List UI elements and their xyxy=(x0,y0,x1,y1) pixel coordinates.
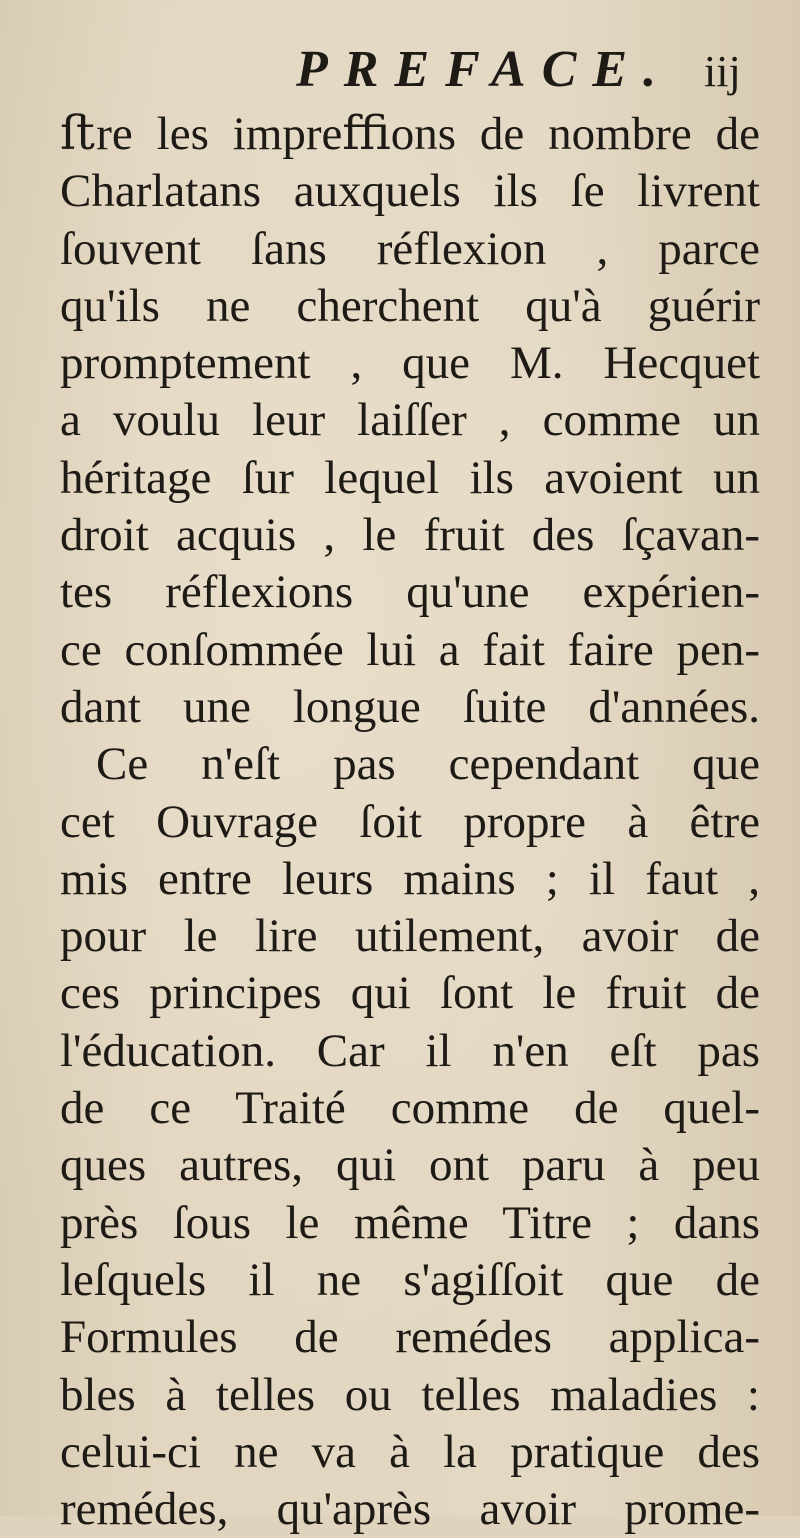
text-line: ces principes qui ſont le fruit de xyxy=(60,967,760,1020)
text-line: héritage ſur lequel ils avoient un xyxy=(60,451,760,504)
page-number: iij xyxy=(704,47,741,96)
text-line: tes réflexions qu'une expérien- xyxy=(60,566,760,619)
text-line: promptement , que M. Hecquet xyxy=(60,337,760,390)
body-text xyxy=(60,106,760,1538)
text-line: ﬅre les impreﬃons de nombre de xyxy=(60,108,760,160)
text-line: remédes, qu'après avoir prome- xyxy=(60,1483,760,1536)
text-line: dant une longue ſuite d'années. xyxy=(60,680,760,733)
text-line: ce conſommée lui a fait faire pen- xyxy=(60,623,760,676)
page-header xyxy=(0,40,800,100)
paragraph-start-line: Ce n'eſt pas cependant que xyxy=(96,738,760,791)
text-line: de ce Traité comme de quel- xyxy=(60,1082,760,1135)
text-line: celui-ci ne va à la pratique des xyxy=(60,1425,760,1478)
text-line: droit acquis , le fruit des ſçavan- xyxy=(60,509,760,562)
text-line: cet Ouvrage ſoit propre à être xyxy=(60,795,760,848)
text-line: ſouvent ſans réflexion , parce xyxy=(60,222,760,275)
text-line: a voulu leur laiſſer , comme un xyxy=(60,394,760,447)
text-line: leſquels il ne s'agiſſoit que de xyxy=(60,1253,760,1306)
text-line: Charlatans auxquels ils ſe livrent xyxy=(60,165,760,218)
text-line: qu'ils ne cherchent qu'à guérir xyxy=(60,279,760,332)
running-title: PREFACE. xyxy=(296,41,673,98)
text-line: pour le lire utilement, avoir de xyxy=(60,910,760,963)
text-line: bles à telles ou telles maladies : xyxy=(60,1368,760,1421)
text-line: près ſous le même Titre ; dans xyxy=(60,1196,760,1249)
text-line: ques autres, qui ont paru à peu xyxy=(60,1139,760,1192)
text-line: mis entre leurs mains ; il faut , xyxy=(60,852,760,905)
text-line: Formules de remédes applica- xyxy=(60,1311,760,1364)
text-line: l'éducation. Car il n'en eſt pas xyxy=(60,1024,760,1077)
